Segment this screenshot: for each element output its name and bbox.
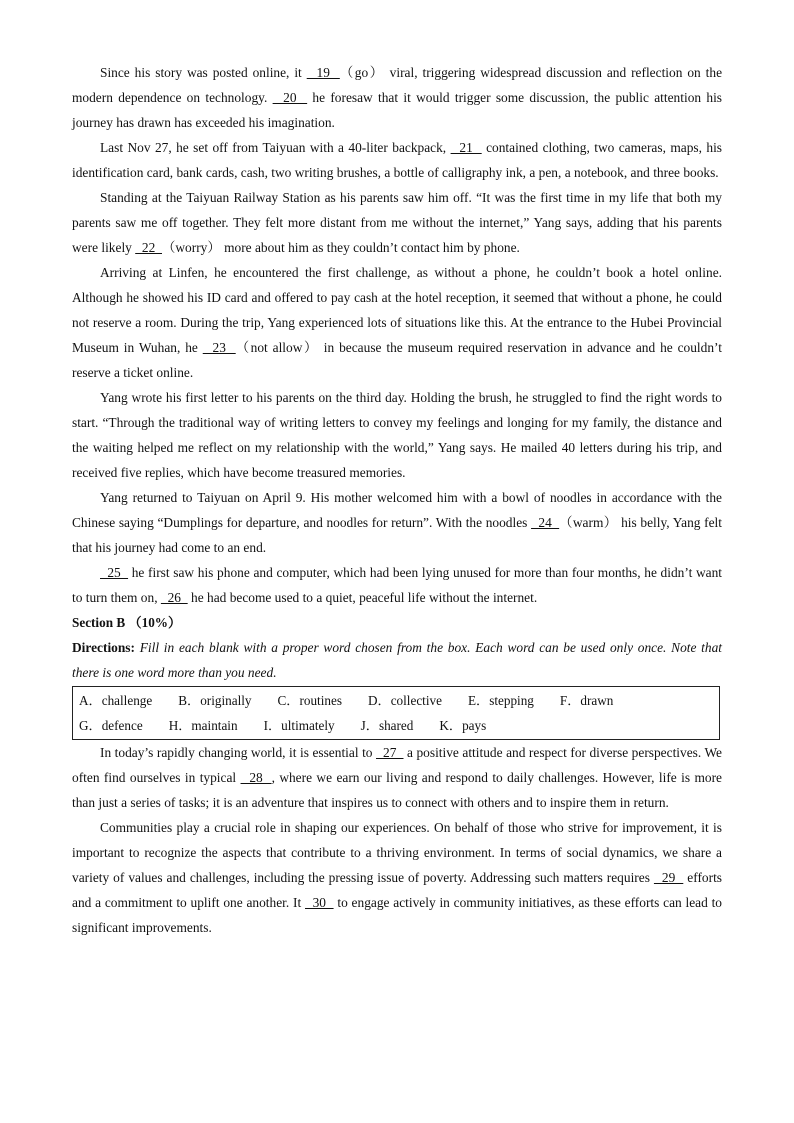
word-option: D．collective	[367, 693, 442, 708]
answer-blank[interactable]: 26	[160, 590, 188, 605]
exam-page	[72, 60, 722, 940]
word-option: A．challenge	[79, 693, 153, 708]
answer-blank[interactable]: 19	[306, 65, 340, 80]
paragraph-text: Yang returned to Taiyuan on April 9. His mother welcomed him with a bowl of noodles in accordance with the Chinese saying “Dumplings for departure, and noodles for return”. With the noodles	[72, 490, 722, 530]
paragraph	[72, 60, 722, 135]
paragraph	[72, 185, 722, 260]
answer-blank[interactable]: 27	[376, 745, 404, 760]
directions-label: Directions:	[72, 640, 135, 655]
paragraph-text: Since his story was posted online, it	[100, 65, 307, 80]
word-hint: （not allow）	[235, 340, 319, 355]
paragraph-text: a positive attitude and respect for diverse perspectives. We often find ourselves in typical	[72, 745, 722, 785]
paragraph-text: to engage actively in community initiatives, as these efforts can lead to significant improvements.	[72, 895, 723, 935]
paragraph-text: he foresaw that it would trigger some discussion, the public attention his journey has drawn has exceeded his imagination.	[72, 90, 722, 130]
word-option: F．drawn	[559, 693, 614, 708]
answer-blank[interactable]: 21	[450, 140, 482, 155]
answer-blank[interactable]: 20	[272, 90, 308, 105]
answer-blank[interactable]: 29	[653, 870, 684, 885]
paragraph-text: In today’s rapidly changing world, it is essential to	[100, 745, 377, 760]
paragraph-text: efforts and a commitment to uplift one another. It	[72, 870, 722, 910]
paragraph	[72, 385, 722, 485]
answer-blank[interactable]: 28	[240, 770, 272, 785]
paragraph	[72, 485, 722, 560]
paragraph-text: , where we earn our living and respond to daily challenges. However, life is more than just a series of tasks; it is an adventure that inspires us to connect with others and to inspire them in return.	[72, 770, 722, 810]
word-option: I．ultimately	[263, 718, 335, 733]
word-option: G．defence	[79, 718, 143, 733]
word-option: E．stepping	[467, 693, 534, 708]
paragraph	[72, 260, 722, 385]
paragraph-text: his belly, Yang felt that his journey had come to an end.	[72, 515, 722, 555]
paragraph-text: he had become used to a quiet, peaceful life without the internet.	[187, 590, 538, 605]
word-option: C．routines	[277, 693, 342, 708]
answer-blank[interactable]: 25	[100, 565, 129, 580]
paragraph-text: contained clothing, two cameras, maps, his identification card, bank cards, cash, two writing brushes, a bottle of calligraphy ink, a pen, a notebook, and three books.	[72, 140, 723, 180]
word-option: J．shared	[360, 718, 414, 733]
word-box-row-2	[79, 713, 713, 738]
word-box	[72, 686, 720, 740]
word-option: H．maintain	[168, 718, 238, 733]
passage-a	[72, 60, 722, 610]
paragraph-text: Arriving at Linfen, he encountered the first challenge, as without a phone, he couldn’t book a hotel online. Although he showed his ID card and offered to pay cash at the hotel reception, it seemed that without a phone, he could not reserve a room. During the trip, Yang experienced lots of situations like this. At the entrance to the Hubei Provincial Museum in Wuhan, he	[72, 265, 722, 355]
section-b-title: Section B （10%）	[72, 615, 182, 630]
answer-blank[interactable]: 22	[135, 240, 162, 255]
word-option: K．pays	[439, 718, 487, 733]
paragraph	[72, 560, 722, 610]
paragraph-text: Yang wrote his first letter to his parents on the third day. Holding the brush, he struggled to find the right words to start. “Through the traditional way of writing letters to convey my feelings and longing for my family, the distance and the waiting helped me reflect on my relationship with the world,” Yang says. He mailed 40 letters during his trip, and received five replies, which have become treasured memories.	[72, 390, 722, 480]
answer-blank[interactable]: 24	[531, 515, 560, 530]
word-hint: （worry）	[162, 240, 221, 255]
paragraph-text: Standing at the Taiyuan Railway Station as his parents saw him off. “It was the first time in my life that both my parents saw me off together. They felt more distant from me without the internet,” Yang says, adding that his parents were likely	[72, 190, 722, 255]
paragraph	[72, 135, 722, 185]
answer-blank[interactable]: 23	[202, 340, 236, 355]
word-hint: （go）	[339, 65, 385, 80]
passage-b	[72, 740, 722, 940]
paragraph-text: viral, triggering widespread discussion and reflection on the modern dependence on technology.	[72, 65, 723, 105]
word-option: B．originally	[178, 693, 252, 708]
paragraph-text: he first saw his phone and computer, which had been lying unused for more than four months, he didn’t want to turn them on,	[72, 565, 722, 605]
paragraph-text: in because the museum required reservation in advance and he couldn’t reserve a ticket online.	[72, 340, 722, 380]
directions-text: Fill in each blank with a proper word chosen from the box. Each word can be used only once. Note that there is one word more than you need.	[72, 640, 722, 680]
paragraph	[72, 740, 722, 815]
paragraph	[72, 815, 722, 940]
answer-blank[interactable]: 30	[305, 895, 334, 910]
paragraph-text: Communities play a crucial role in shaping our experiences. On behalf of those who strive for improvement, it is important to recognize the aspects that contribute to a thriving environment. In terms of social dynamics, we share a variety of values and challenges, including the pressing issue of poverty. Addressing such matters requires	[72, 820, 722, 885]
paragraph-text: more about him as they couldn’t contact him by phone.	[220, 240, 520, 255]
directions	[72, 635, 722, 685]
word-box-row-1	[79, 688, 713, 713]
paragraph-text: Last Nov 27, he set off from Taiyuan with a 40-liter backpack,	[100, 140, 451, 155]
word-hint: （warm）	[559, 515, 618, 530]
